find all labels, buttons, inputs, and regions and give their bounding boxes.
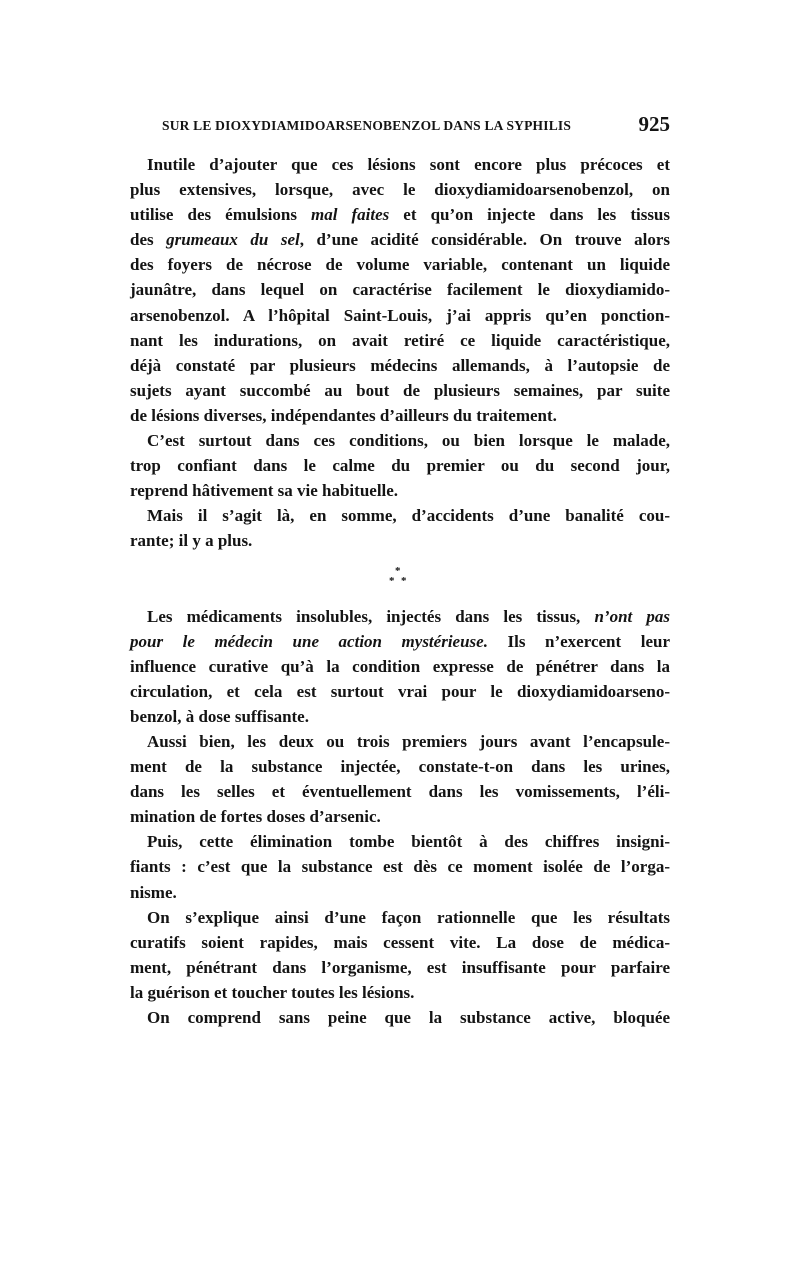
- text-line: [130, 227, 670, 252]
- text-line: On s’explique ainsi d’une façon rationnelle que les résultats: [147, 907, 670, 927]
- text-run: des: [130, 230, 167, 250]
- text-line: de lésions diverses, indépendantes d’ailleurs du traitement.: [130, 405, 557, 425]
- italic-phrase: n’ont pas: [594, 606, 670, 626]
- paragraph: [130, 152, 670, 428]
- asterism-star: *: [389, 574, 395, 587]
- paragraph: [130, 1005, 670, 1030]
- asterism-star: *: [395, 564, 401, 577]
- text-line: ment, pénétrant dans l’organisme, est insuffisante pour parfaire: [130, 957, 670, 977]
- text-line: nant les indurations, on avait retiré ce liquide caractéristique,: [130, 330, 670, 350]
- text-line: C’est surtout dans ces conditions, ou bien lorsque le malade,: [147, 431, 670, 451]
- text-run: et qu’on injecte dans les tissus: [389, 205, 671, 225]
- section-break-asterism: [130, 554, 670, 604]
- text-line: Puis, cette élimination tombe bientôt à des chiffres insigni-: [147, 832, 670, 852]
- text-line: plus extensives, lorsque, avec le dioxydiamidoarsenobenzol, on: [130, 180, 670, 200]
- italic-phrase: mal faites: [311, 205, 390, 225]
- text-line: nisme.: [130, 882, 177, 902]
- text-line: jaunâtre, dans lequel on caractérise facilement le dioxydiamido-: [130, 280, 670, 300]
- text-line: mination de fortes doses d’arsenic.: [130, 807, 381, 827]
- text-line: trop confiant dans le calme du premier ou du second jour,: [130, 456, 670, 476]
- body-text: [130, 152, 670, 1030]
- paragraph: [130, 604, 670, 729]
- paragraph: [130, 428, 670, 503]
- text-line: Inutile d’ajouter que ces lésions sont encore plus précoces et: [147, 155, 670, 174]
- paragraph: [130, 829, 670, 904]
- page-number: 925: [638, 112, 670, 136]
- text-line: influence curative qu’à la condition expresse de pénétrer dans la: [130, 656, 670, 676]
- text-line: [130, 604, 670, 629]
- text-run: Les médicaments insolubles, injectés dans les tissus,: [147, 606, 595, 626]
- paragraph: [130, 503, 670, 553]
- text-line: sujets ayant succombé au bout de plusieurs semaines, par suite: [130, 380, 670, 400]
- text-line: reprend hâtivement sa vie habituelle.: [130, 481, 399, 501]
- text-line: [130, 629, 670, 654]
- text-line: arsenobenzol. A l’hôpital Saint-Louis, j’ai appris qu’en ponction-: [130, 305, 670, 325]
- text-run: utilise des émulsions: [130, 205, 311, 225]
- text-line: [130, 202, 670, 227]
- text-line: des foyers de nécrose de volume variable, contenant un liquide: [130, 255, 670, 275]
- text-line: On comprend sans peine que la substance active, bloquée: [147, 1008, 670, 1027]
- text-run: , d’une acidité considérable. On trouve alors: [299, 230, 670, 250]
- paragraph: [130, 729, 670, 829]
- paragraph: [130, 905, 670, 1005]
- text-line: fiants : c’est que la substance est dès ce moment isolée de l’orga-: [130, 857, 670, 877]
- text-run: Ils n’exercent leur: [487, 631, 670, 651]
- text-line: Mais il s’agit là, en somme, d’accidents d’une banalité cou-: [147, 506, 670, 526]
- italic-phrase: pour le médecin une action mystérieuse.: [130, 631, 488, 651]
- text-line: rante; il y a plus.: [130, 531, 253, 551]
- text-line: benzol, à dose suffisante.: [130, 706, 309, 726]
- italic-phrase: grumeaux du sel: [166, 230, 300, 250]
- asterism-star: *: [401, 574, 407, 587]
- text-line: curatifs soient rapides, mais cessent vite. La dose de médica-: [130, 932, 670, 952]
- text-line: ment de la substance injectée, constate-t-on dans les urines,: [130, 757, 670, 777]
- page-header: [130, 114, 670, 140]
- text-line: circulation, et cela est surtout vrai pour le dioxydiamidoarseno-: [130, 681, 670, 701]
- text-line: la guérison et toucher toutes les lésions.: [130, 982, 415, 1002]
- text-line: Aussi bien, les deux ou trois premiers jours avant l’encapsule-: [147, 731, 670, 751]
- text-line: dans les selles et éventuellement dans les vomissements, l’éli-: [130, 782, 670, 802]
- text-line: déjà constaté par plusieurs médecins allemands, à l’autopsie de: [130, 355, 670, 375]
- running-title: SUR LE DIOXYDIAMIDOARSENOBENZOL DANS LA SYPHILIS: [162, 118, 572, 133]
